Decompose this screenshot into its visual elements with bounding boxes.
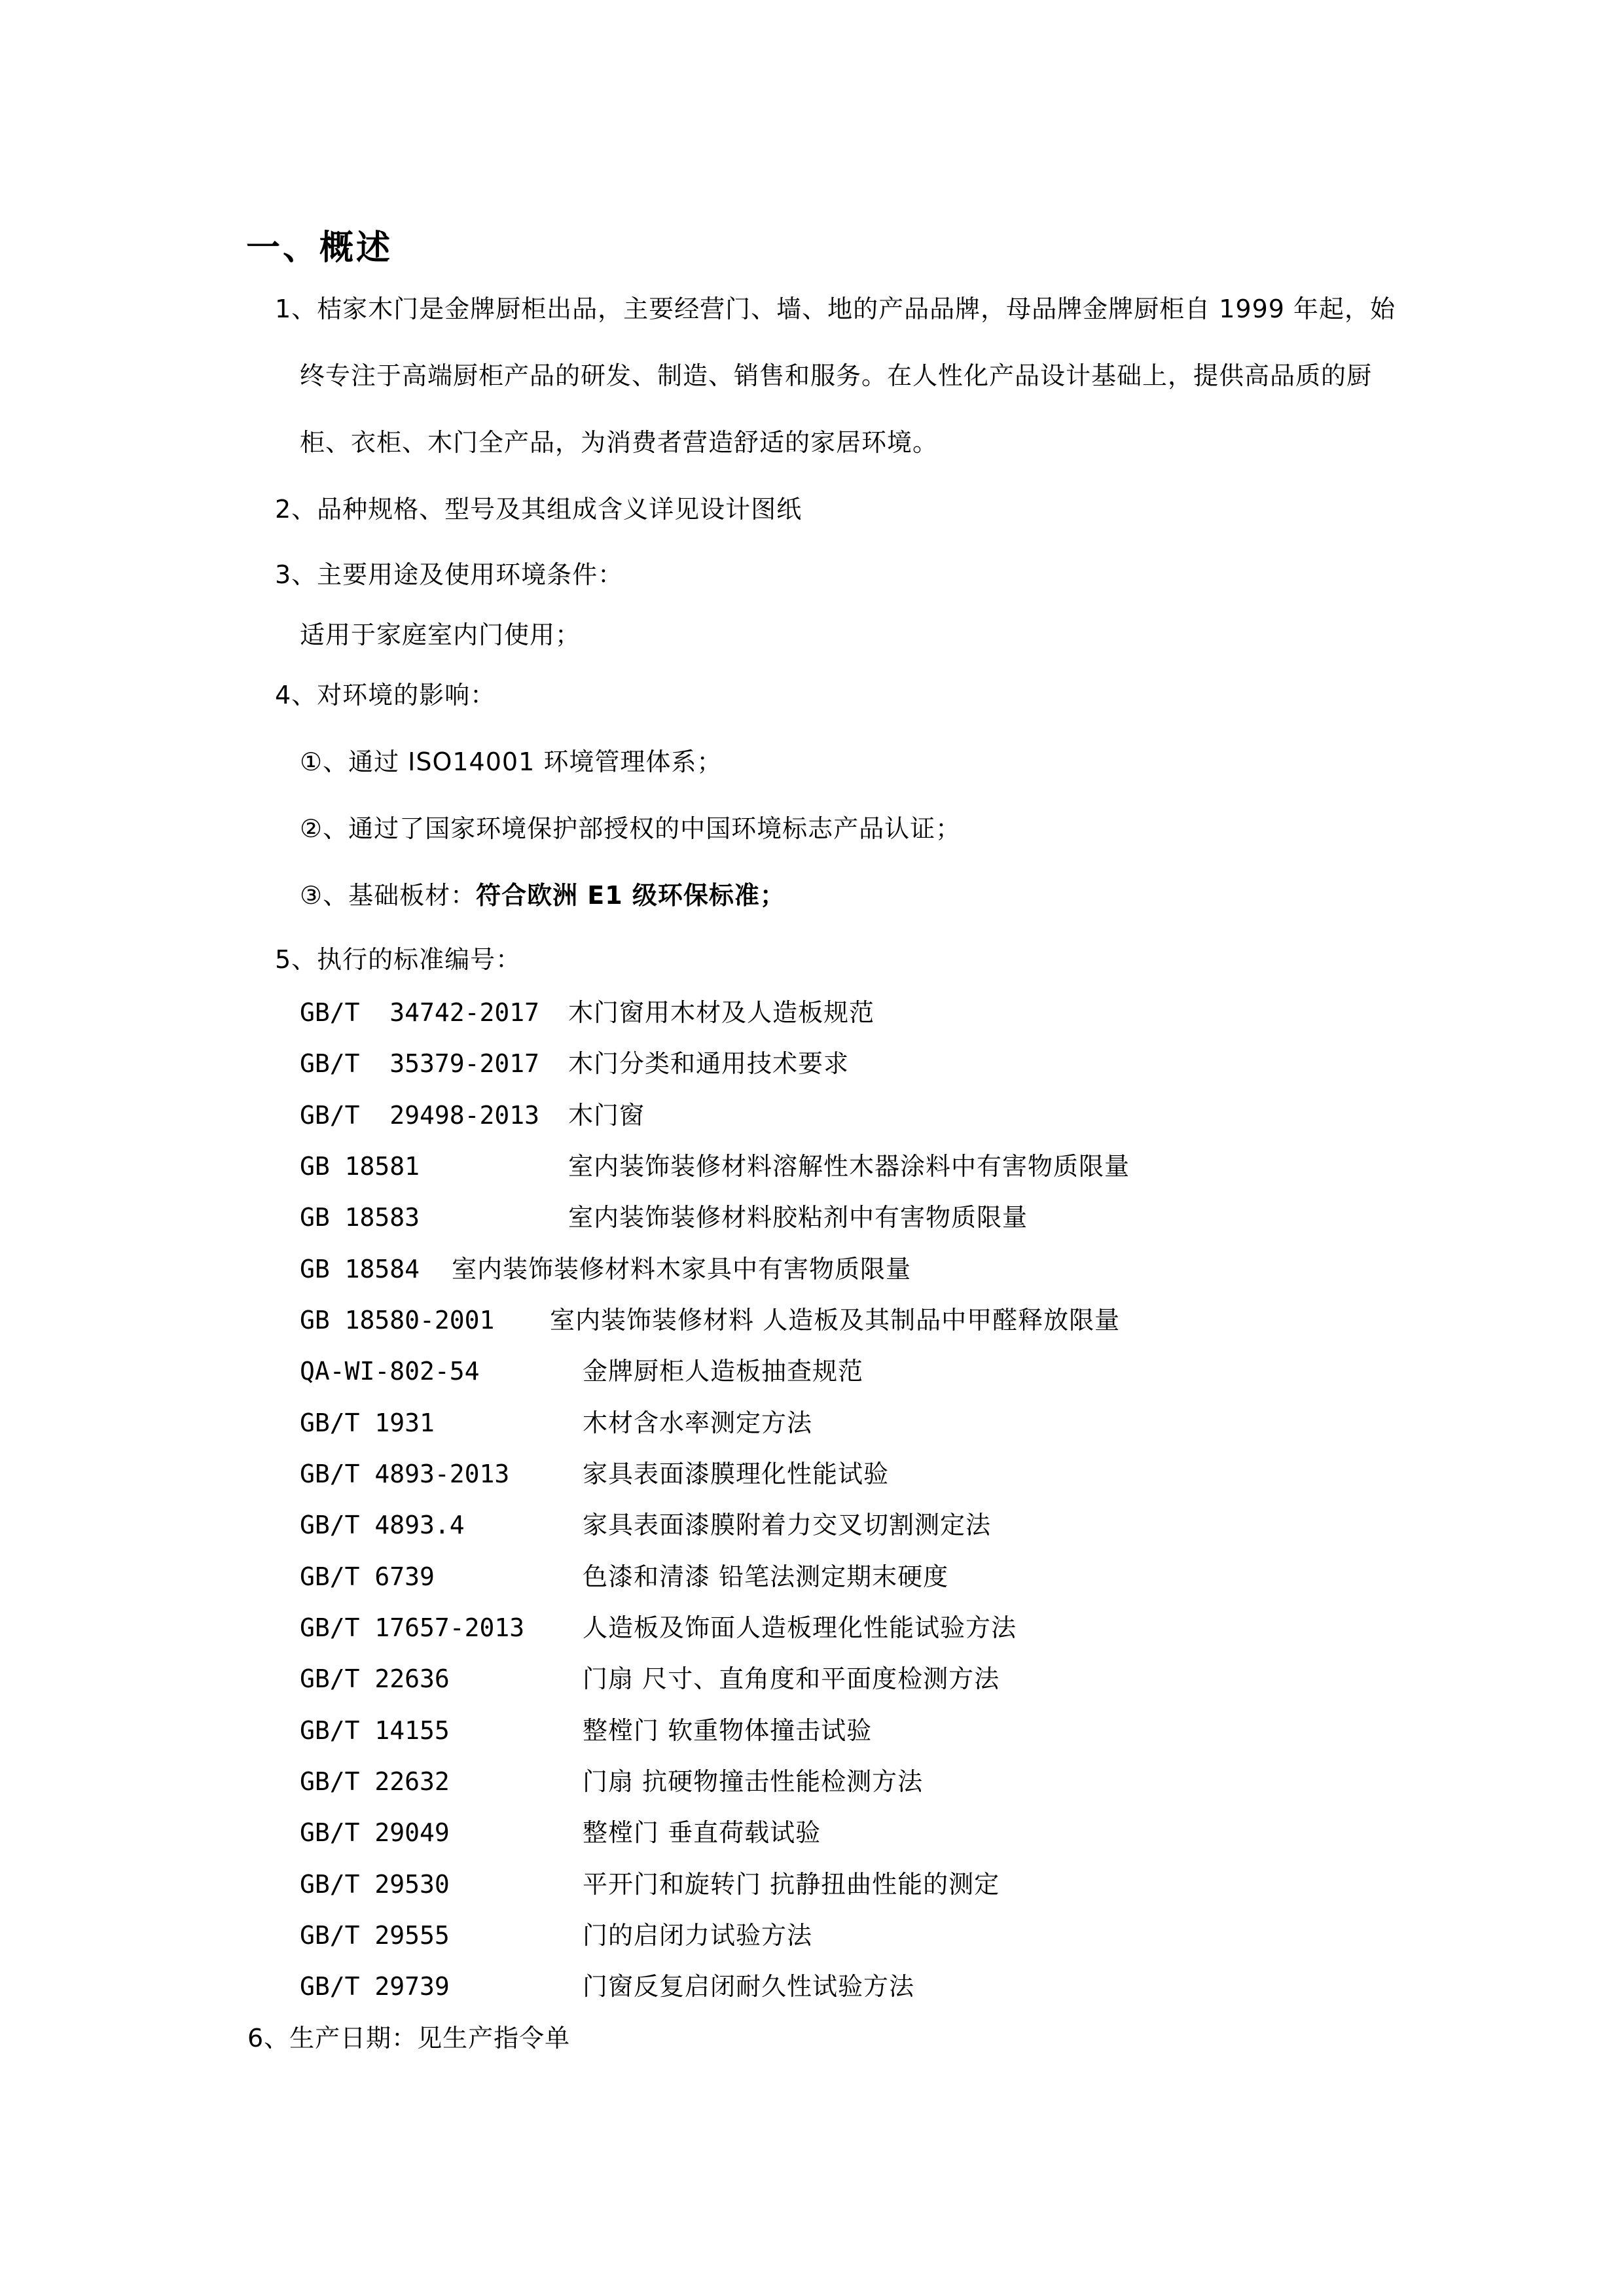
standard-row [300,1408,812,1439]
standard-row [300,1460,889,1490]
standard-name: 平开门和旋转门 抗静扭曲性能的测定 [583,1870,1000,1899]
standard-row [300,998,875,1028]
standard-row [300,1511,991,1541]
standard-row [300,1818,821,1848]
standard-row [300,1972,914,2002]
standard-row [300,1255,911,1285]
standard-name: 门窗反复启闭耐久性试验方法 [583,1972,915,2001]
standard-row [300,1562,948,1592]
item3: 3、主要用途及使用环境条件： [275,560,624,589]
paragraph1-line2: 终专注于高端厨柜产品的研发、制造、销售和服务。在人性化产品设计基础上，提供高品质的厨 [300,361,1373,390]
item4: 4、对环境的影响： [275,681,496,709]
standard-name: 室内装饰装修材料溶解性木器涂料中有害物质限量 [568,1152,1130,1181]
standard-row [300,1306,1120,1336]
item6: 6、生产日期：见生产指令单 [247,2024,571,2053]
standard-row [300,1716,872,1746]
standard-row [300,1664,1000,1695]
standard-name: 门扇 尺寸、直角度和平面度检测方法 [583,1664,1000,1693]
standard-name: 门的启闭力试验方法 [583,1921,813,1950]
standard-name: 整樘门 软重物体撞击试验 [583,1716,873,1745]
standard-code: GB/T 1931 [300,1408,435,1437]
paragraph1-line1: 1、桔家木门是金牌厨柜出品，主要经营门、墙、地的产品品牌，母品牌金牌厨柜自 1999 年起，始 [275,295,1396,323]
standard-name: 室内装饰装修材料胶粘剂中有害物质限量 [568,1203,1028,1232]
item4-point3 [300,881,785,911]
item4-point3-bold-text: 符合欧洲 E1 级环保标准； [476,881,785,910]
standard-name: 木门分类和通用技术要求 [568,1049,850,1078]
standard-name: 色漆和清漆 铅笔法测定期末硬度 [583,1562,949,1591]
standard-name: 整樘门 垂直荷载试验 [583,1818,821,1847]
standard-name: 木门窗用木材及人造板规范 [568,998,875,1027]
standard-code: GB/T 29530 [300,1870,450,1899]
standard-row [300,1870,1000,1900]
standard-code: GB/T 6739 [300,1562,435,1591]
standard-name: 门扇 抗硬物撞击性能检测方法 [583,1767,924,1796]
standard-name: 家具表面漆膜理化性能试验 [583,1460,890,1488]
standard-code: GB/T 22636 [300,1664,450,1693]
standard-row [300,1357,863,1387]
standard-code: GB/T 4893-2013 [300,1460,510,1488]
standard-code: GB 18584 [300,1255,420,1283]
standard-row [300,1921,812,1951]
standard-row [300,1101,645,1131]
standard-code: GB/T 35379-2017 [300,1049,540,1078]
standard-row [300,1203,1028,1233]
item4-point3-label: ③、基础板材： [300,881,477,910]
standard-code: GB/T 22632 [300,1767,450,1796]
standard-row [300,1152,1130,1182]
standard-code: QA-WI-802-54 [300,1357,480,1386]
standard-name: 木门窗 [568,1101,645,1130]
standard-code: GB/T 4893.4 [300,1511,465,1539]
standard-row [300,1613,1017,1643]
standard-name: 家具表面漆膜附着力交叉切割测定法 [583,1511,992,1539]
standard-code: GB/T 29739 [300,1972,450,2001]
standard-code: GB/T 29049 [300,1818,450,1847]
section-title: 一、概述 [246,228,393,268]
standard-code: GB/T 34742-2017 [300,998,540,1027]
standard-row [300,1049,849,1079]
standard-code: GB/T 17657-2013 [300,1613,525,1642]
item5: 5、执行的标准编号： [275,945,522,974]
standard-code: GB/T 29498-2013 [300,1101,540,1130]
standard-code: GB 18581 [300,1152,420,1181]
standard-code: GB/T 29555 [300,1921,450,1950]
standard-name: 人造板及饰面人造板理化性能试验方法 [583,1613,1017,1642]
standard-code: GB 18580-2001 [300,1306,495,1335]
item4-point2: ②、通过了国家环境保护部授权的中国环境标志产品认证； [300,814,962,843]
standard-row [300,1767,923,1797]
paragraph1-line3: 柜、衣柜、木门全产品，为消费者营造舒适的家居环境。 [300,428,939,457]
item3-detail: 适用于家庭室内门使用； [300,620,581,649]
item2: 2、品种规格、型号及其组成含义详见设计图纸 [275,495,803,524]
standard-name: 金牌厨柜人造板抽查规范 [583,1357,864,1386]
standard-name: 室内装饰装修材料木家具中有害物质限量 [452,1255,912,1283]
standard-code: GB 18583 [300,1203,420,1232]
standard-name: 木材含水率测定方法 [583,1408,813,1437]
standard-code: GB/T 14155 [300,1716,450,1745]
item4-point1: ①、通过 ISO14001 环境管理体系； [300,747,723,776]
standard-name: 室内装饰装修材料 人造板及其制品中甲醛释放限量 [550,1306,1121,1335]
